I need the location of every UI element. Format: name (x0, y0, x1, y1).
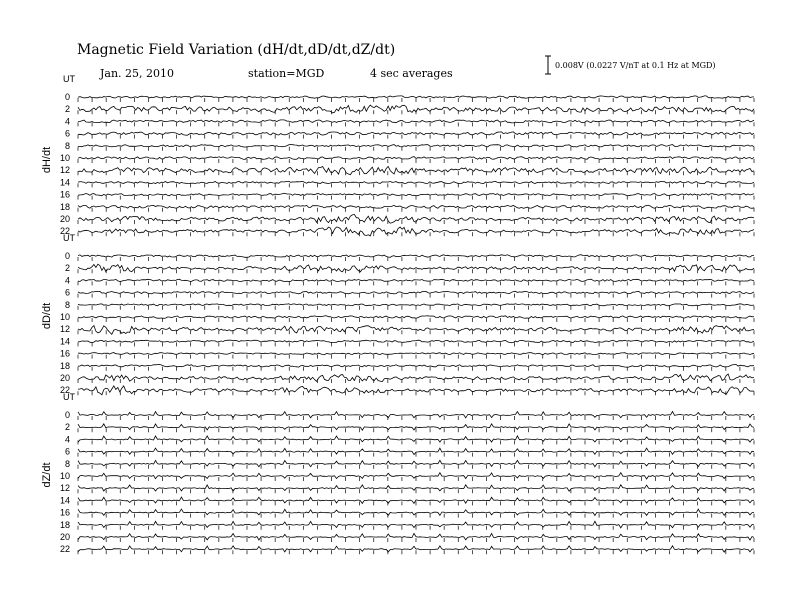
panel-1 (41, 74, 754, 236)
hour-tick-label: 18 (59, 201, 70, 212)
hour-tick-label: 8 (64, 458, 70, 469)
panel-2 (41, 233, 754, 395)
hour-tick-label: 4 (64, 275, 70, 286)
scale-bar-label: 0.008V (0.0227 V/nT at 0.1 Hz at MGD) (555, 61, 716, 70)
hour-tick-label: 16 (59, 189, 70, 200)
chart-date: Jan. 25, 2010 (100, 67, 175, 80)
hour-tick-label: 20 (59, 214, 70, 224)
hour-tick-label: 22 (59, 544, 70, 555)
panel-ut-label: UT (63, 392, 75, 402)
trace-line (78, 340, 754, 343)
hour-tick-label: 4 (64, 116, 70, 127)
panel-component-label: dH/dt (41, 146, 53, 174)
chart-station: station=MGD (248, 67, 325, 80)
trace-line (78, 181, 754, 183)
hour-tick-label: 0 (64, 251, 70, 261)
hour-tick-label: 16 (59, 348, 70, 359)
hour-tick-label: 20 (59, 373, 70, 383)
trace-line (78, 316, 754, 319)
hour-tick-label: 6 (64, 287, 70, 298)
scale-bar (545, 56, 716, 74)
chart-title: Magnetic Field Variation (dH/dt,dD/dt,dZ/dt) (77, 42, 396, 58)
trace-line (78, 279, 754, 281)
hour-tick-label: 10 (59, 312, 70, 322)
hour-tick-label: 6 (64, 128, 70, 139)
hour-tick-label: 18 (59, 519, 70, 530)
hour-tick-label: 2 (64, 422, 70, 433)
panel-component-label: dZ/dt (41, 462, 53, 488)
hour-tick-label: 16 (59, 507, 70, 518)
hour-tick-label: 14 (59, 336, 70, 347)
trace-line (78, 291, 754, 294)
hour-tick-label: 14 (59, 495, 70, 506)
hour-tick-label: 12 (59, 165, 70, 176)
hour-tick-label: 0 (64, 410, 70, 420)
hour-tick-label: 10 (59, 471, 70, 481)
trace-line (78, 193, 754, 196)
hour-tick-label: 20 (59, 532, 70, 542)
hour-tick-label: 8 (64, 140, 70, 151)
hour-tick-label: 18 (59, 360, 70, 371)
trace-line (78, 365, 754, 368)
hour-tick-label: 2 (64, 263, 70, 274)
panel-ut-label: UT (63, 233, 75, 243)
chart-averaging: 4 sec averages (370, 67, 453, 80)
hour-tick-label: 8 (64, 299, 70, 310)
panel-3 (41, 392, 754, 554)
trace-line (78, 157, 754, 160)
hour-tick-label: 4 (64, 434, 70, 445)
trace-line (78, 96, 754, 98)
hour-tick-label: 0 (64, 92, 70, 102)
hour-tick-label: 2 (64, 104, 70, 115)
panels-group (41, 74, 754, 554)
hour-tick-label: 12 (59, 324, 70, 335)
trace-line (78, 145, 754, 148)
hour-tick-label: 10 (59, 153, 70, 163)
hour-tick-label: 22 (59, 385, 70, 396)
trace-line (78, 304, 754, 306)
hour-tick-label: 14 (59, 177, 70, 188)
hour-tick-label: 12 (59, 483, 70, 494)
panel-ut-label: UT (63, 74, 75, 84)
panel-component-label: dD/dt (41, 302, 53, 330)
trace-line (78, 353, 754, 355)
hour-tick-label: 6 (64, 446, 70, 457)
trace-line (78, 255, 754, 258)
hour-tick-label: 22 (59, 226, 70, 237)
